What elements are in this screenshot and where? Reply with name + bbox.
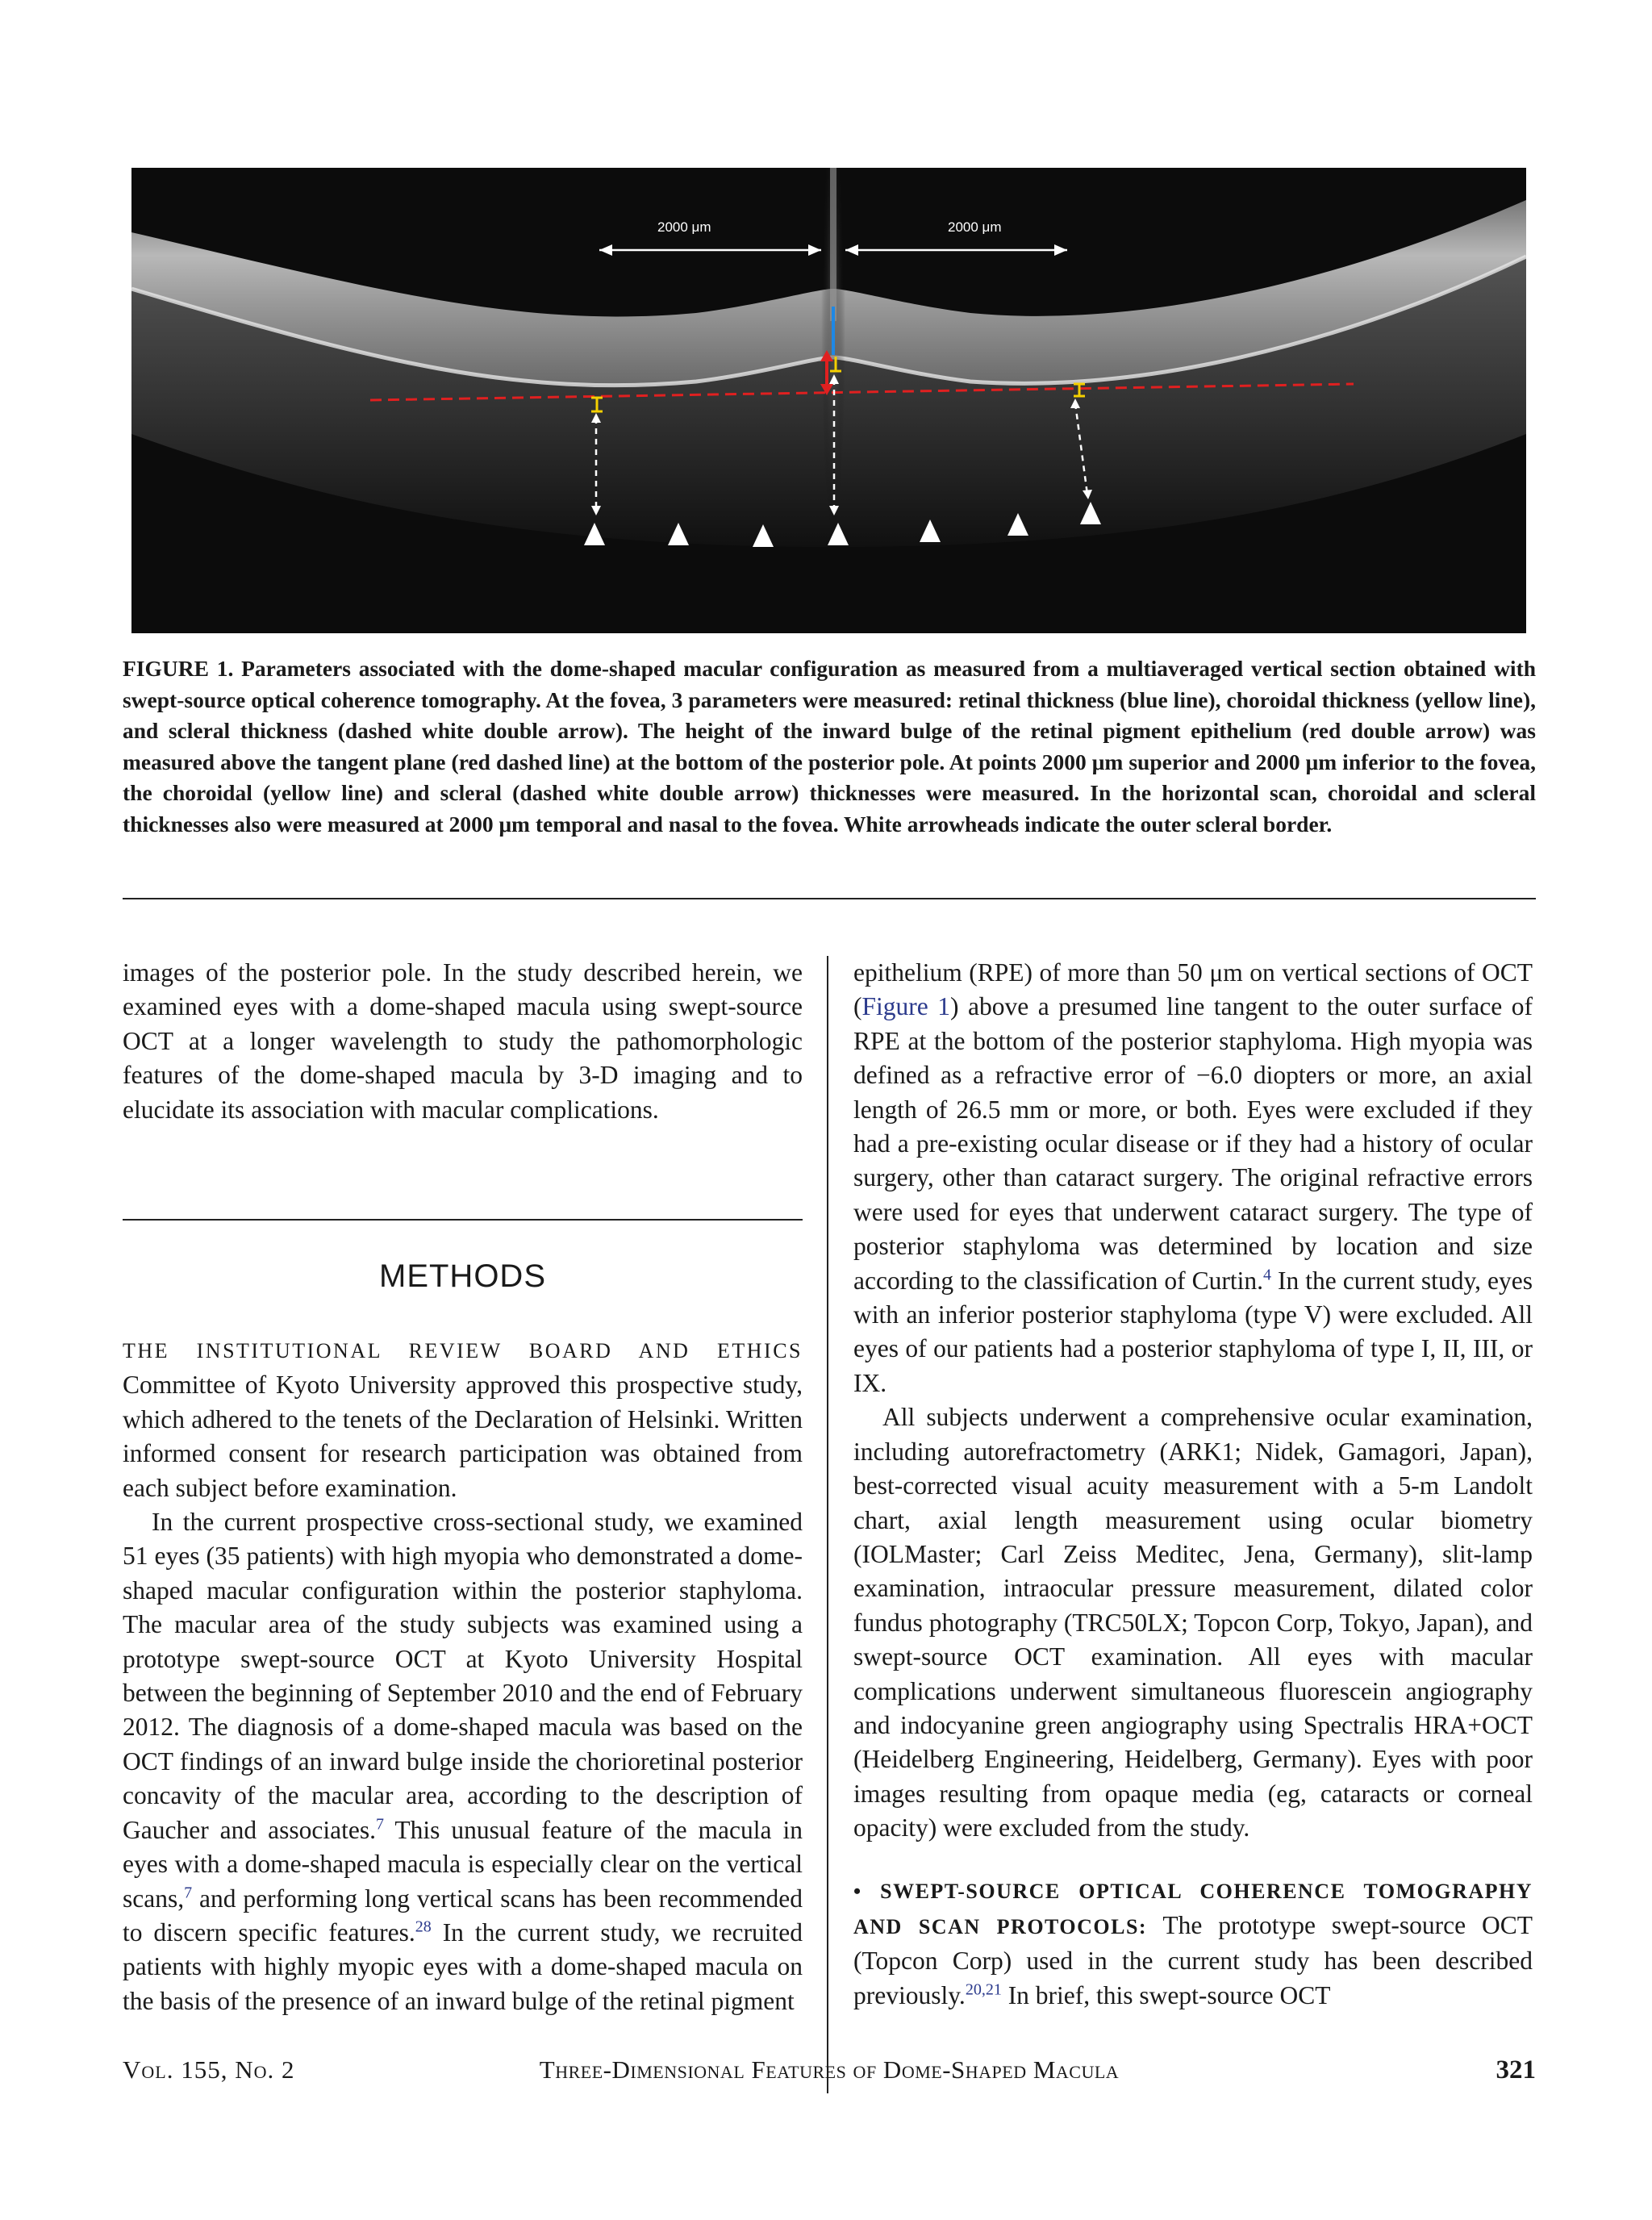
section-divider <box>123 1219 803 1221</box>
citation-ref[interactable]: 7 <box>184 1884 193 1901</box>
page-footer <box>123 2055 1536 2093</box>
right-paragraph-1-text-c: In the current study, eyes with an inferior posterior staphyloma (type V) were excluded. All eyes of our patients had a posterior staphyloma of type I, II, III, or IX. <box>853 1266 1533 1397</box>
right-column <box>853 956 1533 2013</box>
figure-caption-text: Parameters associated with the dome-shaped macular configuration as measured from a multiaveraged vertical section obtained with swept-source optical coherence tomography. At the fovea, 3 parameters were measured: retinal thickness (blue line), choroidal thickness (yellow line), and scleral thickness (dashed white double arrow). The height of the inward bulge of the retinal pigment epithelium (red double arrow) was measured above the tangent plane (red dashed line) at the bottom of the posterior pole. At points 2000 μm superior and 2000 μm inferior to the fovea, the choroidal (yellow line) and scleral (dashed white double arrow) thicknesses were measured. In the horizontal scan, choroidal and scleral thicknesses also were measured at 2000 μm temporal and nasal to the fovea. White arrowheads indicate the outer scleral border. <box>123 656 1537 837</box>
column-divider <box>827 956 828 2093</box>
methods-heading: METHODS <box>379 1258 546 1294</box>
scale-label-right: 2000 μm <box>948 219 1002 235</box>
citation-ref[interactable]: 7 <box>376 1815 384 1834</box>
methods-paragraph-1 <box>123 1333 803 1505</box>
caption-divider <box>123 898 1536 899</box>
right-paragraph-1-text-b: ) above a presumed line tangent to the outer surface of RPE at the bottom of the posterior staphyloma. High myopia was defined as a refractive error of −6.0 diopters or more, an axial length of 26.5 mm or more, or both. Eyes were excluded if they had a pre-existing ocular disease or if they had a history of ocular surgery, other than cataract surgery. The original refractive errors were used for eyes that underwent cataract surgery. The type of posterior staphyloma was determined by location and size according to the classification of Curtin. <box>853 992 1533 1295</box>
running-title: Three-Dimensional Features of Dome-Shaped Macula <box>539 2055 1120 2084</box>
methods-paragraph-2-text-c: and performing long vertical scans has been recommended to discern specific features. <box>123 1884 803 1947</box>
left-column <box>123 956 803 1127</box>
oct-figure-image <box>131 168 1526 633</box>
right-paragraph-1-text-a: epithelium (RPE) of more than 50 μm on vertical sections of OCT ( <box>853 958 1533 1021</box>
methods-paragraph-1-text: Committee of Kyoto University approved this prospective study, which adhered to the tenets of the Declaration of Helsinki. Written informed consent for research participation was obtained from each subject before examination. <box>123 1371 803 1502</box>
smallcaps-lead: THE INSTITUTIONAL REVIEW BOARD AND ETHICS <box>123 1339 803 1362</box>
methods-paragraph-2-text-d: In the current study, we recruited patients with highly myopic eyes with a dome-shaped macula on the basis of the presence of an inward bulge of the retinal pigment <box>123 1917 803 2015</box>
right-paragraph-3-text-a: The prototype swept-source OCT (Topcon Corp) used in the current study has been described previously. <box>853 1910 1533 2009</box>
right-paragraph-1 <box>853 956 1533 1400</box>
citation-ref[interactable]: 4 <box>1263 1266 1271 1284</box>
scale-label-left: 2000 μm <box>657 219 711 235</box>
methods-paragraph-2 <box>123 1505 803 2018</box>
figure-label: FIGURE 1. <box>123 656 234 681</box>
intro-paragraph: images of the posterior pole. In the study described herein, we examined eyes with a dome-shaped macula using swept-source OCT at a longer wavelength to study the pathomorphologic features of the dome-shaped macula by 3-D imaging and to elucidate its association with macular complications. <box>123 958 803 1124</box>
right-paragraph-3-text-b: In brief, this swept-source OCT <box>1001 1980 1331 2009</box>
methods-paragraph-2-text-a: In the current prospective cross-sectional study, we examined 51 eyes (35 patients) with high myopia who demonstrated a dome-shaped macular configuration within the posterior staphyloma. The macular area of the study subjects was examined using a prototype swept-source OCT at Kyoto University Hospital between the beginning of September 2010 and the end of February 2012. The diagnosis of a dome-shaped macula was based on the OCT findings of an inward bulge inside the chorioretinal posterior concavity of the macular area, according to the description of Gaucher and associates. <box>123 1508 803 1844</box>
citation-ref[interactable]: 28 <box>415 1917 432 1936</box>
journal-volume: Vol. 155, No. 2 <box>123 2055 295 2084</box>
right-paragraph-2: All subjects underwent a comprehensive ocular examination, including autorefractometry (ARK1; Nidek, Gamagori, Japan), best-corrected visual acuity measurement with a 5-m Landolt chart, axial length measurement using ocular biometry (IOLMaster; Carl Zeiss Meditec, Jena, Germany), slit-lamp examination, intraocular pressure measurement, dilated color fundus photography (TRC50LX; Topcon Corp, Tokyo, Japan), and swept-source OCT examination. All eyes with macular complications underwent simultaneous fluorescein angiography and indocyanine green angiography using Spectralis HRA+OCT (Heidelberg Engineering, Heidelberg, Germany). Eyes with poor images resulting from opaque media (eg, cataracts or corneal opacity) were excluded from the study. <box>853 1403 1533 1842</box>
citation-ref[interactable]: 20,21 <box>965 1980 1002 1999</box>
right-paragraph-3 <box>853 1873 1533 2013</box>
page-number: 321 <box>1496 2055 1536 2084</box>
figure-caption <box>123 653 1536 840</box>
subsection-heading: • SWEPT-SOURCE OPTICAL COHERENCE TOMOGRAPHY AND SCAN PROTOCOLS: <box>853 1879 1533 1938</box>
methods-body <box>123 1333 803 2018</box>
methods-paragraph-2-text-b: This unusual feature of the macula in eyes with a dome-shaped macula is especially clear on the vertical scans, <box>123 1815 803 1913</box>
figure-1-link[interactable]: Figure 1 <box>861 992 950 1021</box>
